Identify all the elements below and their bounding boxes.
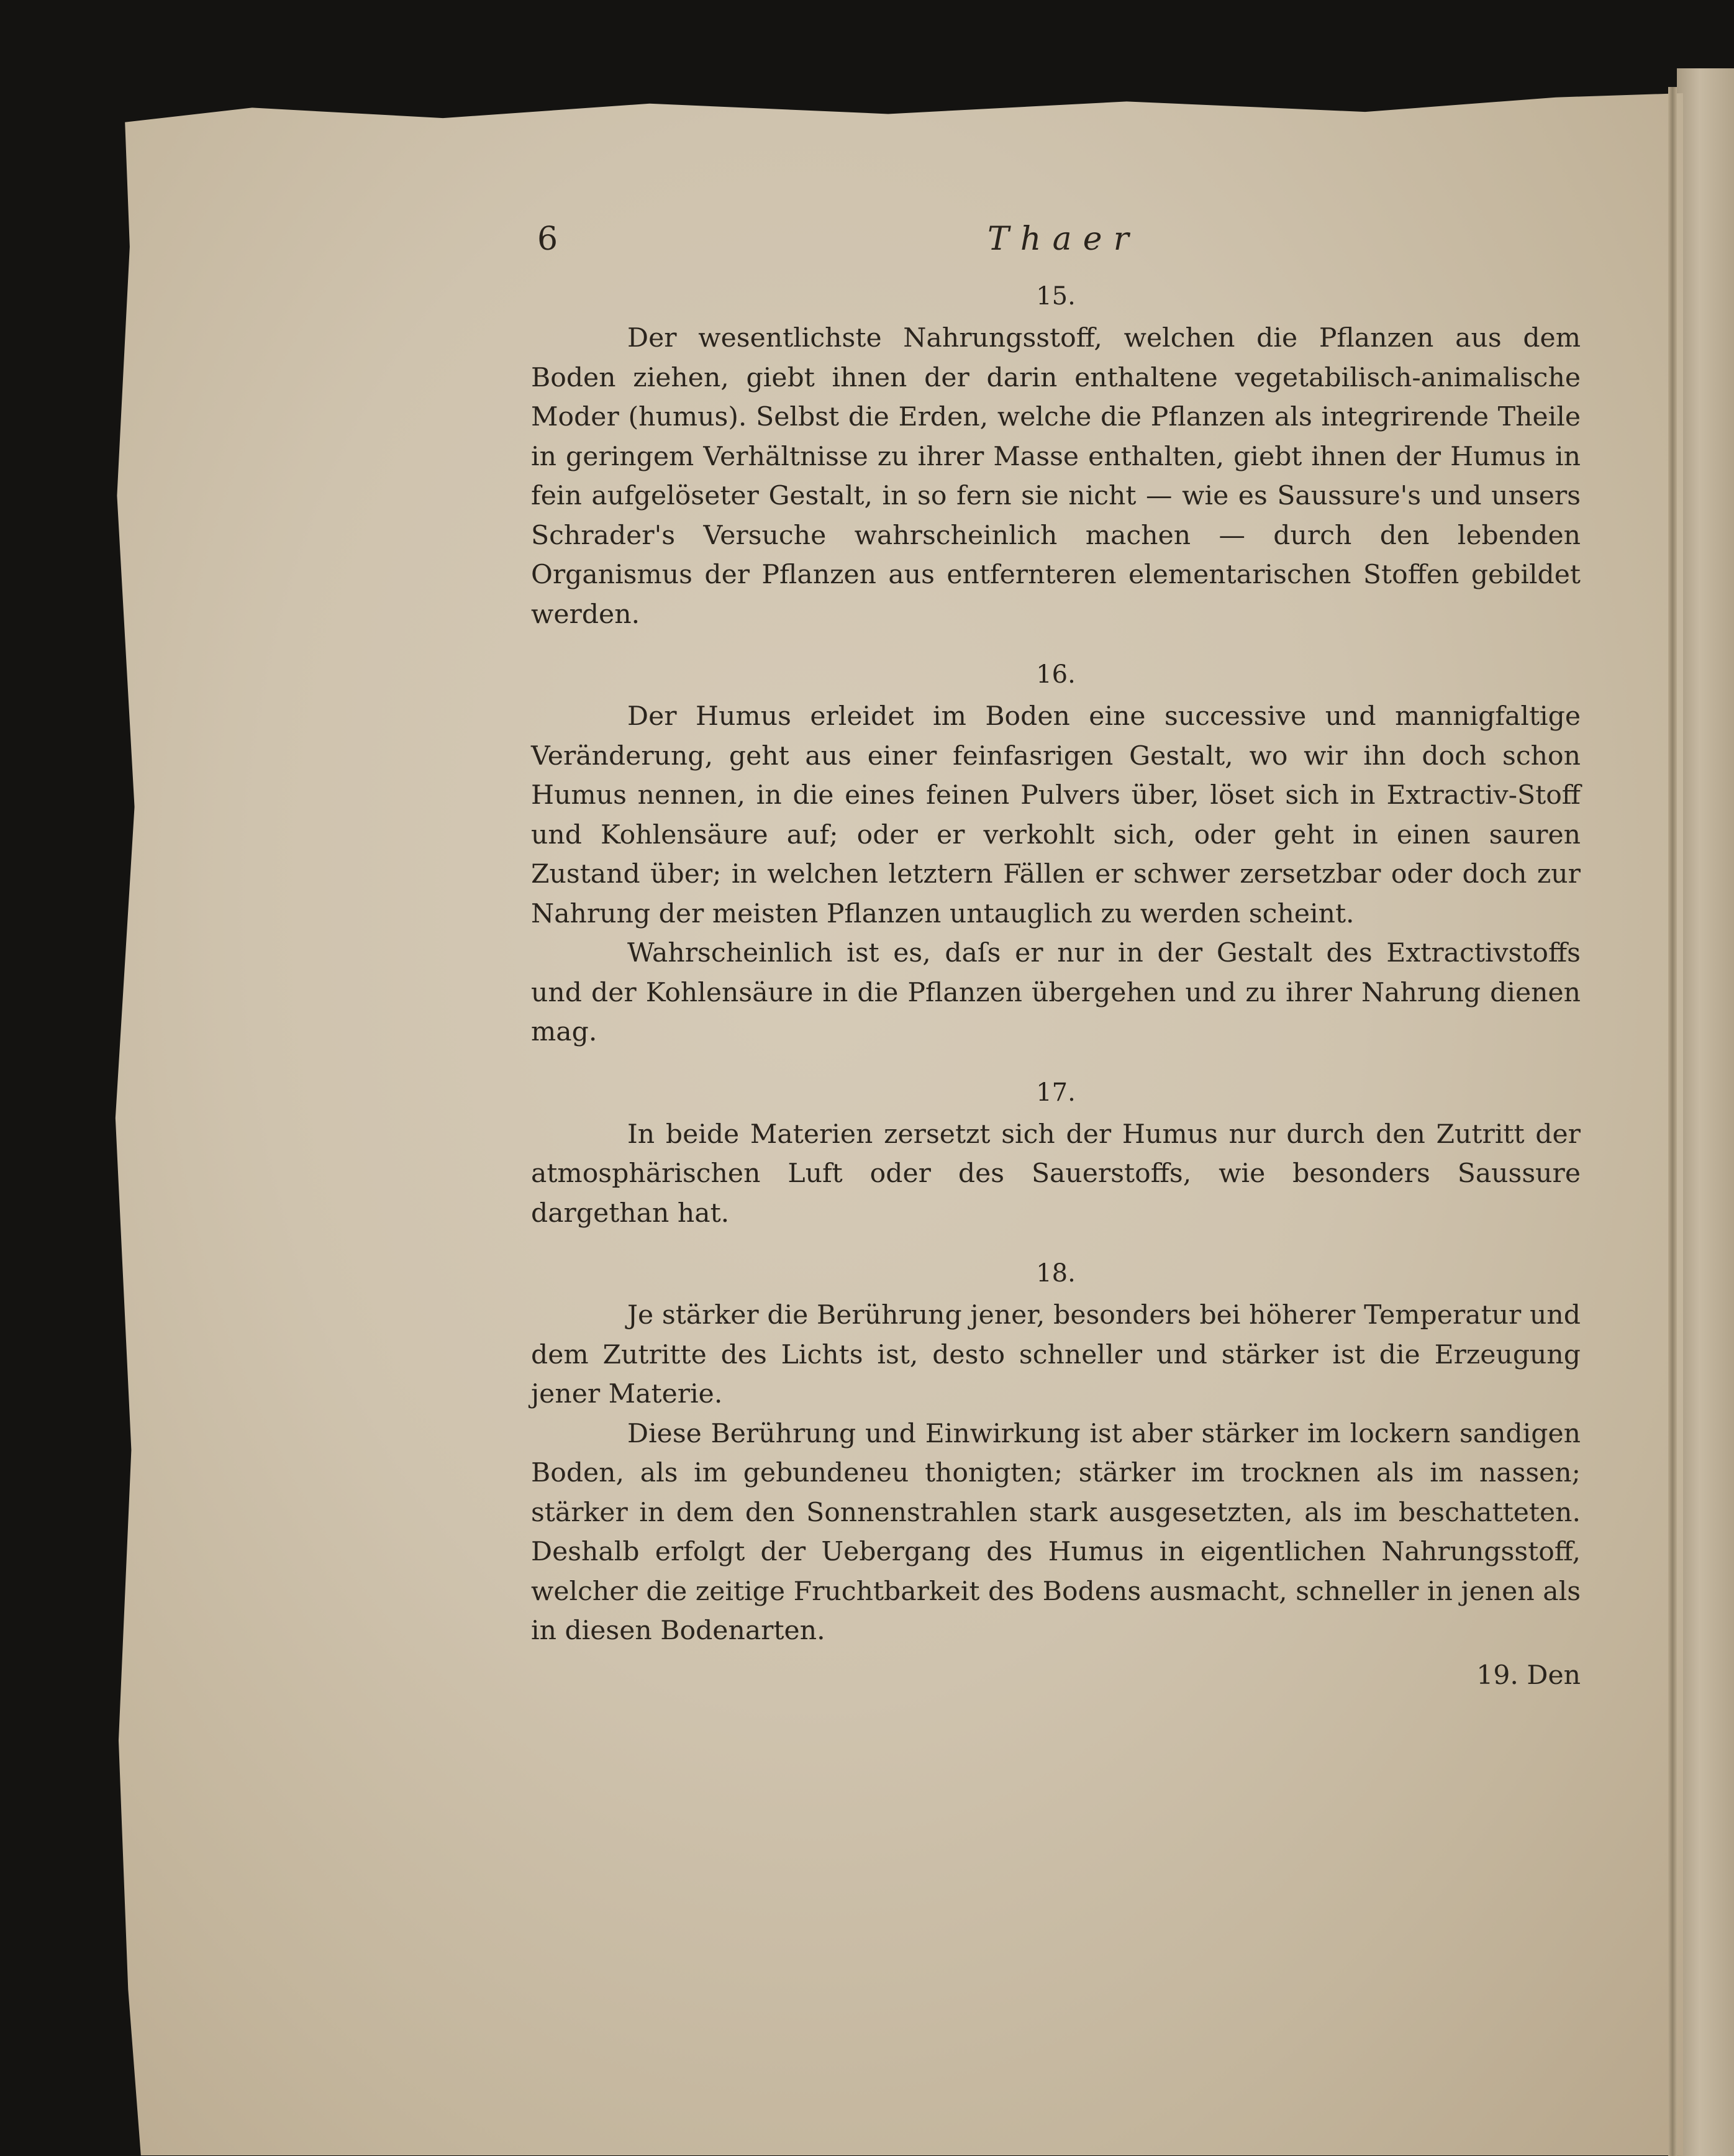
section-17 — [531, 1076, 1581, 1234]
section-15 — [531, 280, 1581, 634]
paragraph: Diese Berührung und Einwirkung ist aber stärker im lockern sandigen Boden, als im gebundeneu thonigten; stärker im trocknen als im nassen; stärker in dem den Sonnenstrahlen stark ausgesetzten, als im beschatteten. Deshalb erfolgt der Uebergang des Humus in eigentlichen Nahrungsstoff, welcher die zeitige Fruchtbarkeit des Bodens ausmacht, schneller in jenen als in diesen Bodenarten. — [531, 1418, 1581, 1646]
facing-page-edge — [1677, 68, 1734, 2156]
section-number: 17. — [1036, 1078, 1076, 1107]
catchword: 19. Den — [1476, 1660, 1581, 1691]
section-16 — [531, 658, 1581, 1052]
paragraph: Der Humus erleidet im Boden eine successive und mannigfaltige Veränderung, geht aus einer feinfasrigen Gestalt, wo wir ihn doch schon Humus nennen, in die eines feinen Pulvers über, löset sich in Extractiv-Stoff und Kohlensäure auf; oder er verkohlt sich, oder geht in einen sauren Zustand über; in welchen letztern Fällen er schwer zersetzbar oder doch zur Nahrung der meisten Pflanzen untauglich zu werden scheint. — [531, 701, 1581, 929]
section-number: 16. — [1036, 660, 1076, 689]
page-number: 6 — [537, 221, 558, 258]
page-header — [531, 221, 1581, 280]
section-18 — [531, 1257, 1581, 1651]
paragraph: Wahrscheinlich ist es, daſs er nur in der Gestalt des Extractivstoffs und der Kohlensäure in die Pflanzen übergehen und zu ihrer Nahrung dienen mag. — [531, 938, 1581, 1047]
text-block — [531, 221, 1581, 1695]
running-head: Thaer — [987, 221, 1140, 258]
section-number: 15. — [1036, 282, 1076, 311]
paragraph: Je stärker die Berührung jener, besonders bei höherer Temperatur und dem Zutritte des Lichts ist, desto schneller und stärker ist die Erzeugung jener Materie. — [531, 1300, 1581, 1409]
book-gutter — [1668, 87, 1677, 2156]
paragraph: Der wesentlichste Nahrungsstoff, welchen die Pflanzen aus dem Boden ziehen, giebt ihnen der darin enthaltene vegetabilisch-animalische Moder (humus). Selbst die Erden, welche die Pflanzen als integrirende Theile in geringem Verhältnisse zu ihrer Masse enthalten, giebt ihnen der Humus in fein aufgelöseter Gestalt, in so fern sie nicht — wie es Saussure's und unsers Schrader's Versuche wahrscheinlich machen — durch den lebenden Organismus der Pflanzen aus entfernteren elementarischen Stoffen gebildet werden. — [531, 323, 1581, 630]
paragraph: In beide Materien zersetzt sich der Humus nur durch den Zutritt der atmosphärischen Luft oder des Sauerstoffs, wie besonders Saussure dargethan hat. — [531, 1119, 1581, 1229]
section-number: 18. — [1036, 1259, 1076, 1288]
